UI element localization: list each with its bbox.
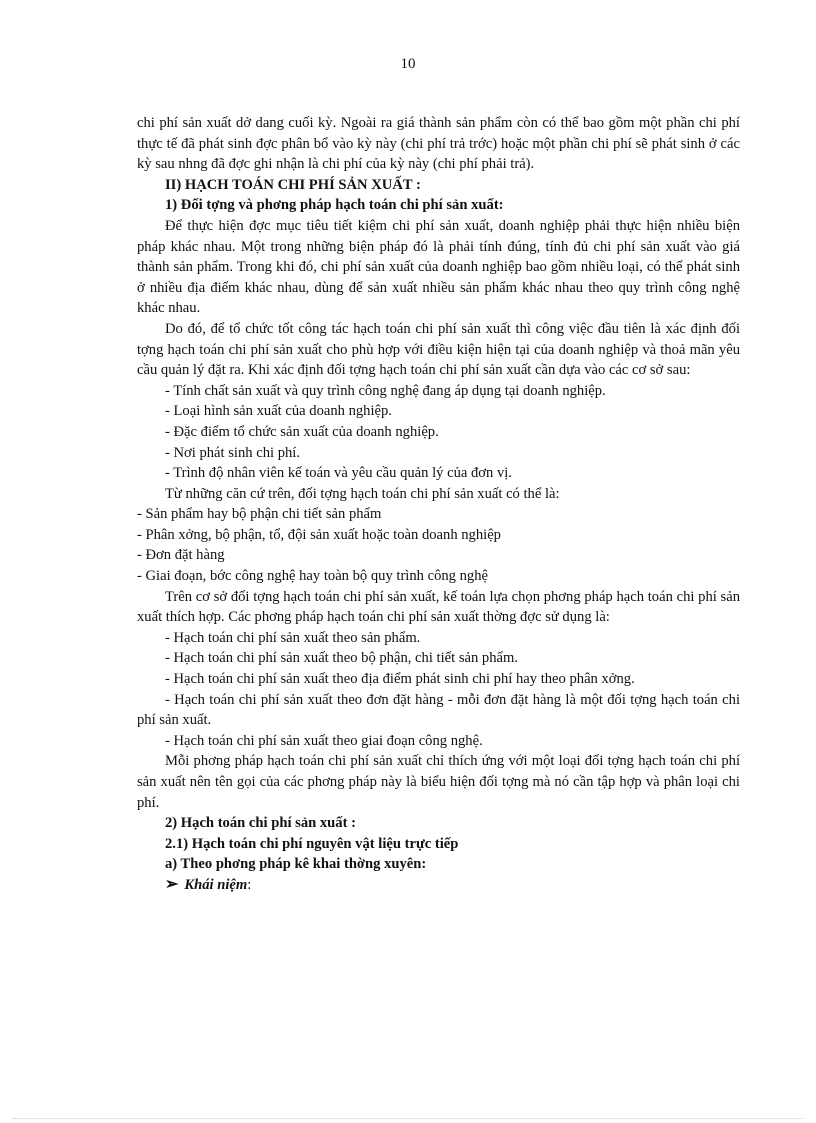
paragraph-2: Do đó, để tổ chức tốt công tác hạch toán chi phí sản xuất thì công việc đầu tiên là xác định đối tợng hạch toán chi phí sản xuất cho phù hợp với điều kiện hiện tại của doanh nghiệp và thoả mãn yêu cầu quản lý đặt ra. Khi xác định đối tợng hạch toán chi phí sản xuất cần dựa vào các cơ sở sau: <box>137 320 740 379</box>
list-item: - Loại hình sản xuất của doanh nghiệp. <box>165 403 392 420</box>
concept-colon: : <box>247 876 252 893</box>
list-item: - Hạch toán chi phí sản xuất theo địa điểm phát sinh chi phí hay theo phân xởng. <box>165 671 635 688</box>
paragraph-3: Từ những căn cứ trên, đối tợng hạch toán chi phí sản xuất có thể là: <box>165 485 560 502</box>
list-item: - Giai đoạn, bớc công nghệ hay toàn bộ quy trình công nghệ <box>137 568 488 585</box>
subheading-2-1: 2.1) Hạch toán chi phí nguyên vật liệu trực tiếp <box>165 835 459 852</box>
paragraph-5: Mỗi phơng pháp hạch toán chi phí sản xuất chỉ thích ứng với một loại đối tợng hạch toán chi phí sản xuất nên tên gọi của các phơng pháp này là biểu hiện đối tợng mà nó cần tập hợp và phân loại chi phí. <box>137 753 740 811</box>
list-item: - Hạch toán chi phí sản xuất theo sản phẩm. <box>165 629 421 646</box>
list-item: - Hạch toán chi phí sản xuất theo bộ phận, chi tiết sản phẩm. <box>165 650 518 667</box>
subheading-1: 1) Đối tợng và phơng pháp hạch toán chi phí sản xuất: <box>165 197 504 214</box>
intro-paragraph: chi phí sản xuất dở dang cuối kỳ. Ngoài ra giá thành sản phẩm còn có thể bao gồm một phần chi phí thực tế đã phát sinh đợc phân bổ vào kỳ này (chi phí trả trớc) hoặc một phần chi phí sẽ phát sinh ở các kỳ sau nhng đã đợc ghi nhận là chi phí của kỳ này (chi phí phải trả). <box>137 115 740 173</box>
list-item: - Sản phẩm hay bộ phận chi tiết sản phẩm <box>137 506 382 523</box>
list-item: - Hạch toán chi phí sản xuất theo đơn đặt hàng - mỗi đơn đặt hàng là một đối tợng hạch toán chi phí sản xuất. <box>137 691 740 729</box>
list-item: - Tính chất sản xuất và quy trình công nghệ đang áp dụng tại doanh nghiệp. <box>165 382 606 399</box>
list-item: - Trình độ nhân viên kế toán và yêu cầu quản lý của đơn vị. <box>165 465 512 482</box>
paragraph-1: Để thực hiện đợc mục tiêu tiết kiệm chi phí sản xuất, doanh nghiệp phải thực hiện nhiều biện pháp khác nhau. Một trong những biện pháp đó là phải tính đúng, tính đủ chi phí sản xuất vào giá thành sản phẩm. Trong khi đó, chi phí sản xuất của doanh nghiệp bao gồm nhiều loại, có thể phát sinh ở nhiều địa điểm khác nhau, dùng để sản xuất nhiều sản phẩm khác nhau theo quy trình công nghệ khác nhau. <box>137 217 740 317</box>
concept-line <box>137 875 740 896</box>
document-body <box>137 113 740 896</box>
list-item: - Đơn đặt hàng <box>137 547 225 564</box>
list-item: - Phân xởng, bộ phận, tổ, đội sản xuất hoặc toàn doanh nghiệp <box>137 526 501 543</box>
subheading-2: 2) Hạch toán chi phí sản xuất : <box>165 815 356 832</box>
list-item: - Hạch toán chi phí sản xuất theo giai đoạn công nghệ. <box>165 732 483 749</box>
concept-label: Khái niệm <box>184 876 248 893</box>
subheading-a: a) Theo phơng pháp kê khai thờng xuyên: <box>165 856 427 873</box>
list-item: - Nơi phát sinh chi phí. <box>165 444 300 461</box>
footer-divider <box>12 1118 804 1119</box>
page-number: 10 <box>400 56 416 72</box>
arrow-bullet-icon: ➢ <box>165 875 179 893</box>
section-heading: II) HẠCH TOÁN CHI PHÍ SẢN XUẤT : <box>165 176 421 193</box>
list-item: - Đặc điểm tổ chức sản xuất của doanh nghiệp. <box>165 423 439 440</box>
paragraph-4: Trên cơ sở đối tợng hạch toán chi phí sản xuất, kế toán lựa chọn phơng pháp hạch toán chi phí sản xuất thích hợp. Các phơng pháp hạch toán chi phí sản xuất thờng đợc sử dụng là: <box>137 588 740 626</box>
